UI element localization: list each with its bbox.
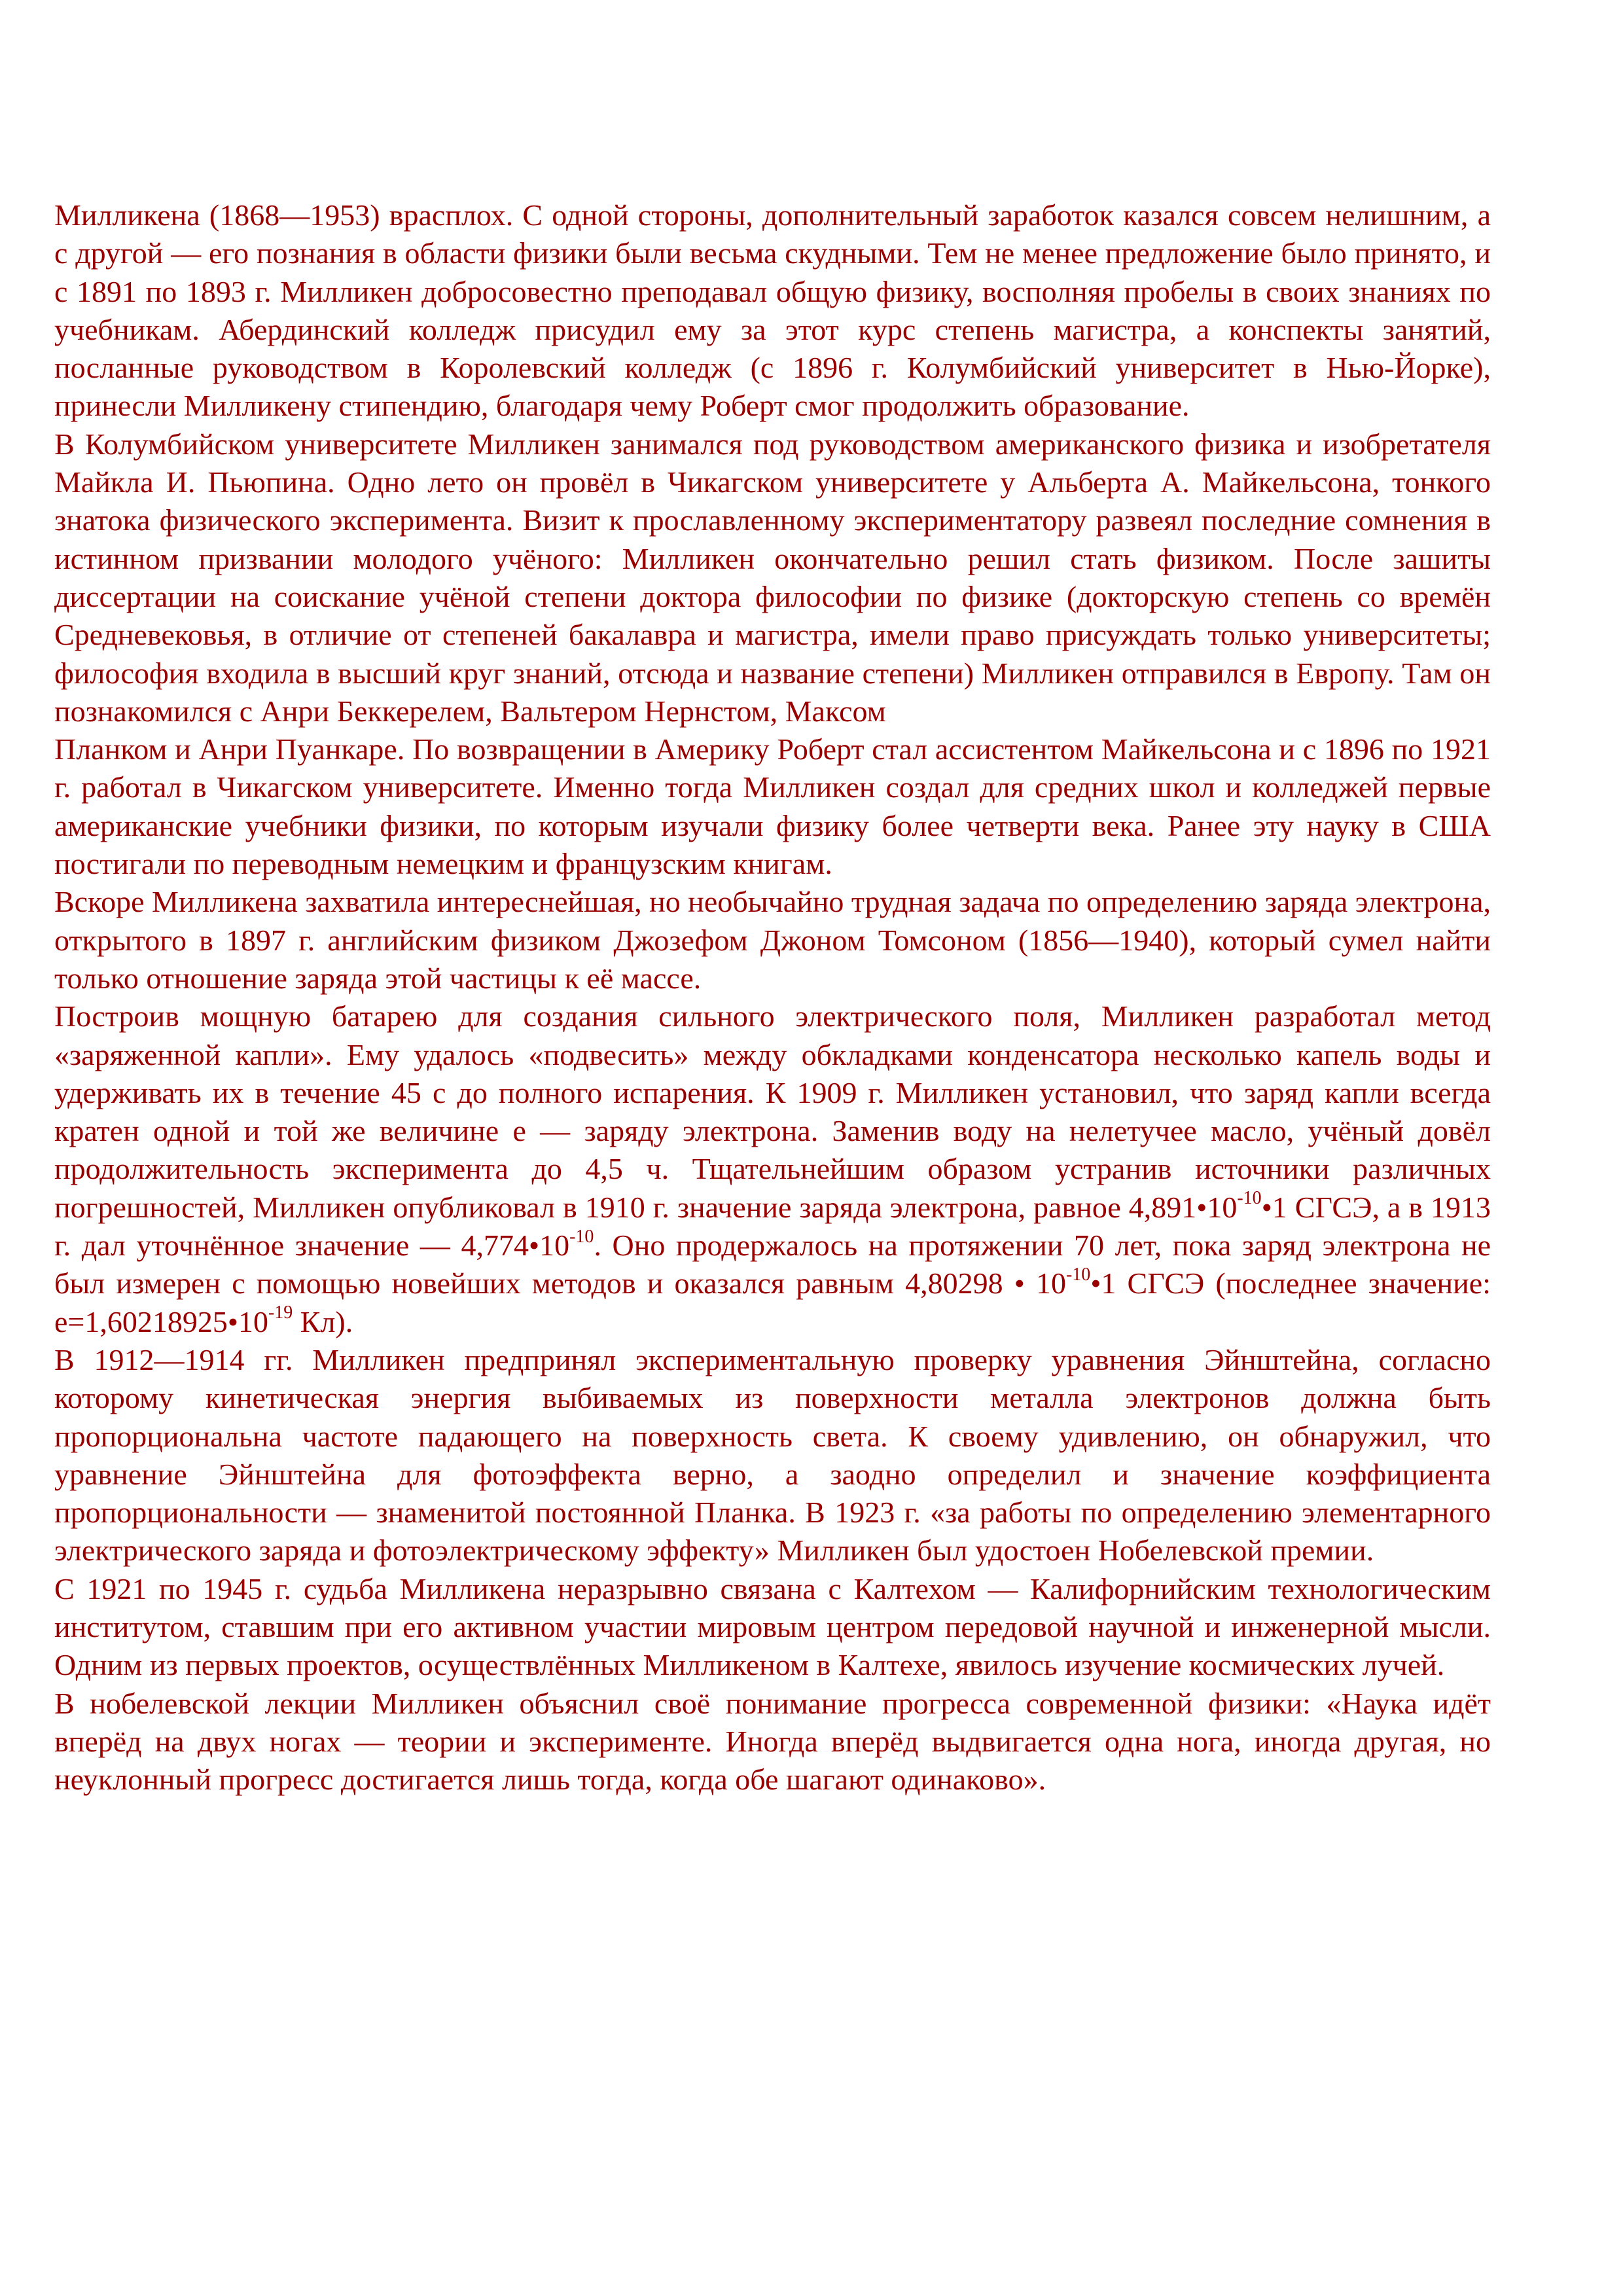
exponent-3: -10 [1065,1264,1091,1285]
article-body [54,196,1491,1799]
paragraph-5-text-e: Кл). [293,1304,353,1338]
paragraph-3: Планком и Анри Пуанкаре. По возвращении в Америку Роберт стал ассистентом Майкельсона и с 1896 по 1921 г. работал в Чикагском университете. Именно тогда Милликен создал для средних школ и колледжей первые американские учебники физики, по которым изучали физику более четверти века. Ранее эту науку в США постигали по переводным немецким и французским книгам. [54,732,1491,881]
exponent-2: -10 [569,1226,594,1247]
paragraph-7: С 1921 по 1945 г. судьба Милликена неразрывно связана с Калтехом — Калифорнийским технологическим институтом, ставшим при его активном участии мировым центром передовой научной и инженерной мысли. Одним из первых проектов, осуществлённых Милликеном в Калтехе, явилось изучение космических лучей. [54,1571,1491,1682]
paragraph-5 [54,997,1491,1341]
exponent-4: -19 [268,1302,293,1323]
paragraph-5-text-a: Построив мощную батарею для создания сильного электрического поля, Милликен разработал метод «заряженной капли». Ему удалось «подвесить» между обкладками конденсатора несколько капель воды и удерживать их в течение 45 с до полного испарения. К 1909 г. Милликен установил, что заряд капли всегда кратен одной и той же величине е — заряду электрона. Заменив воду на нелетучее масло, учёный довёл продолжительность эксперимента до 4,5 ч. Тщательнейшим образом устранив источники различных погрешностей, Милликен опубликовал в 1910 г. значение заряда электрона, равное 4,891•10 [54,999,1491,1224]
paragraph-4: Вскоре Милликена захватила интереснейшая, но необычайно трудная задача по определению заряда электрона, открытого в 1897 г. английским физиком Джозефом Джоном Томсоном (1856—1940), который сумел найти только отношение заряда этой частицы к её массе. [54,885,1491,995]
paragraph-2: В Колумбийском университете Милликен занимался под руководством американского физика и изобретателя Майкла И. Пьюпина. Одно лето он провёл в Чикагском университете у Альберта А. Майкельсона, тонкого знатока физического эксперимента. Визит к прославленному экспериментатору развеял последние сомнения в истинном призвании молодого учёного: Милликен окончательно решил стать физиком. После зашиты диссертации на соискание учёной степени доктора философии по физике (докторскую степень со времён Средневековья, в отличие от степеней бакалавра и магистра, имели право присуждать только университеты; философия входила в высший круг знаний, отсюда и название степени) Милликен отправился в Европу. Там он познакомился с Анри Беккерелем, Вальтером Нернстом, Максом [54,427,1491,728]
paragraph-5-text-b: •1 СГСЭ, а в 1913 г. дал уточнённое значение — 4,774•10 [54,1190,1491,1263]
exponent-1: -10 [1237,1188,1262,1209]
paragraph-6: В 1912—1914 гг. Милликен предпринял экспериментальную проверку уравнения Эйнштейна, согласно которому кинетическая энергия выбиваемых из поверхности металла электронов должна быть пропорциональна частоте падающего на поверхность света. К своему удивлению, он обнаружил, что уравнение Эйнштейна для фотоэффекта верно, а заодно определил и значение коэффициента пропорциональности — знаменитой постоянной Планка. В 1923 г. «за работы по определению элементарного электрического заряда и фотоэлектрическому эффекту» Милликен был удостоен Нобелевской премии. [54,1342,1491,1568]
paragraph-1: Милликена (1868—1953) врасплох. С одной стороны, дополнительный заработок казался совсем нелишним, а с другой — его познания в области физики были весьма скудными. Тем не менее предложение было принято, и с 1891 по 1893 г. Милликен добросовестно преподавал общую физику, восполняя пробелы в своих знаниях по учебникам. Абердинский колледж присудил ему за этот курс степень магистра, а конспекты занятий, посланные руководством в Королевский колледж (с 1896 г. Колумбийский университет в Нью-Йорке), принесли Милликену стипендию, благодаря чему Роберт смог продолжить образование. [54,198,1491,423]
paragraph-5-text-d: •1 СГСЭ (последнее значение: е=1,60218925•10 [54,1266,1491,1338]
paragraph-8: В нобелевской лекции Милликен объяснил своё понимание прогресса современной физики: «Наука идёт вперёд на двух ногах — теории и эксперименте. Иногда вперёд выдвигается одна нога, иногда другая, но неуклонный прогресс достигается лишь тогда, когда обе шагают одинаково». [54,1686,1491,1797]
paragraph-5-text-c: . Оно продержалось на протяжении 70 лет, пока заряд электрона не был измерен с помощью новейших методов и оказался равным 4,80298 • 10 [54,1229,1491,1300]
